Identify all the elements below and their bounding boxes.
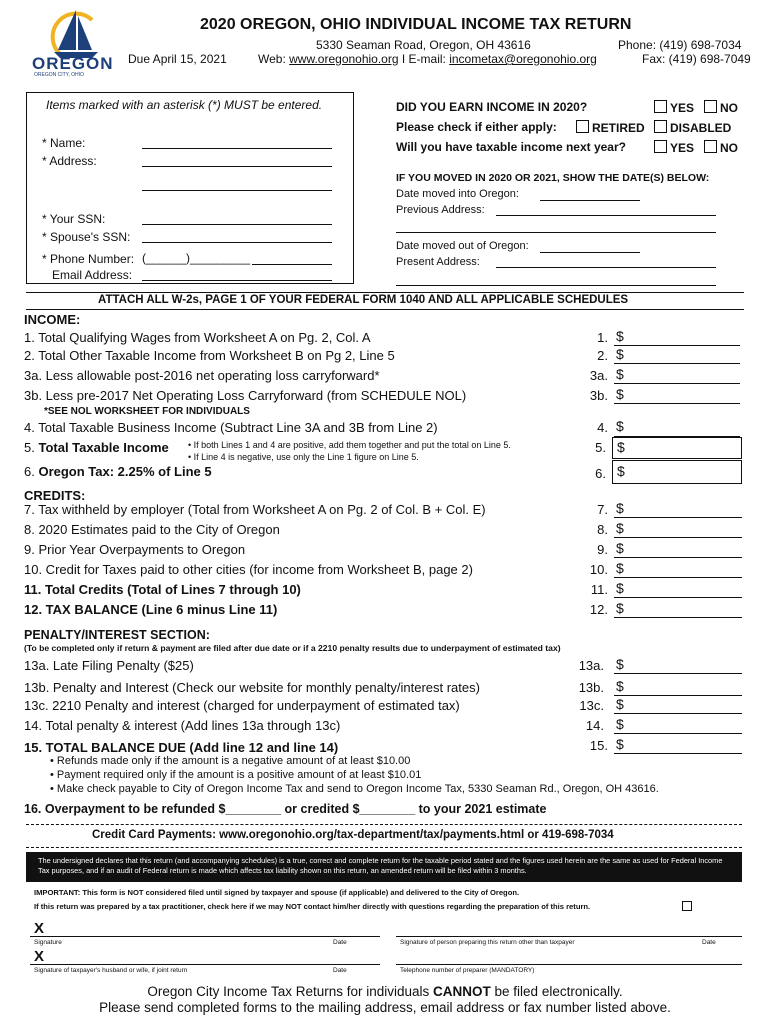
- preparer-phone-caption: Telephone number of preparer (MANDATORY): [400, 967, 535, 974]
- income-line-number: 2.: [597, 348, 608, 363]
- preparer-checkbox[interactable]: [682, 901, 692, 911]
- signature-caption: Signature: [34, 939, 62, 946]
- oregon-logo: [30, 6, 122, 78]
- email-prefix: I E-mail:: [398, 52, 450, 66]
- line6-number: 6.: [595, 466, 606, 481]
- income-line-label: 3b. Less pre-2017 Net Operating Loss Carryforward (from SCHEDULE NOL): [24, 388, 467, 403]
- footer-cannot: CANNOT: [433, 984, 491, 999]
- penalty-line-label: 14. Total penalty & interest (Add lines 13a through 13c): [24, 718, 341, 733]
- footer-pre: Oregon City Income Tax Returns for individuals: [147, 984, 434, 999]
- preparer-signature-caption: Signature of person preparing this return other than taxpayer: [400, 939, 575, 946]
- disabled-option[interactable]: [654, 120, 731, 135]
- income-line-label: 3a. Less allowable post-2016 net operating loss carryforward*: [24, 368, 380, 383]
- penalty-line-label: 13b. Penalty and Interest (Check our website for monthly penalty/interest rates): [24, 680, 480, 695]
- line4-dollar: $: [616, 418, 624, 434]
- date-caption-2: Date: [333, 967, 347, 974]
- address-field-2[interactable]: [142, 190, 332, 191]
- email-label: Email Address:: [52, 268, 133, 282]
- disabled-checkbox[interactable]: [654, 120, 667, 133]
- line6-dollar: $: [617, 463, 625, 479]
- present-address-label: Present Address:: [396, 256, 480, 268]
- credit-card-payments[interactable]: Credit Card Payments: www.oregonohio.org/tax-department/tax/payments.html or 419-698-7034: [92, 829, 614, 841]
- moved-out-field[interactable]: [540, 252, 640, 253]
- moved-into-label: Date moved into Oregon:: [396, 188, 519, 200]
- ssn-label: * Your SSN:: [42, 212, 106, 226]
- previous-address-label: Previous Address:: [396, 204, 485, 216]
- logo-tagline: OREGON CITY, OHIO: [34, 72, 84, 78]
- line5-amount[interactable]: [612, 437, 742, 459]
- next-year-yes-label: YES: [670, 141, 695, 155]
- phone-field[interactable]: (______)_________: [142, 251, 251, 265]
- important-note: IMPORTANT: This form is NOT considered filed until signed by taxpayer and spouse (if applicable) and delivered to the City of Oregon.: [34, 888, 520, 897]
- preparer-date-caption: Date: [702, 939, 716, 946]
- line6-prefix: 6.: [24, 464, 39, 479]
- line15-amount[interactable]: [614, 753, 742, 754]
- line4-label: 4. Total Taxable Business Income (Subtract Line 3A and 3B from Line 2): [24, 420, 438, 435]
- penalty-line-number: 13c.: [579, 698, 604, 713]
- payment-bullet: • Payment required only if the amount is a positive amount of at least $10.01: [50, 769, 422, 781]
- ssn-field[interactable]: [142, 224, 332, 225]
- spouse-ssn-field[interactable]: [142, 242, 332, 243]
- income-line-label: 2. Total Other Taxable Income from Worksheet B on Pg 2, Line 5: [24, 348, 395, 363]
- footer-line-2: Please send completed forms to the mailing address, email address or fax number listed above.: [99, 1000, 671, 1015]
- credit-line-dollar: $: [616, 540, 624, 556]
- penalty-line-number: 14.: [585, 718, 604, 733]
- line15-dollar: $: [616, 736, 624, 752]
- page-title: 2020 OREGON, OHIO INDIVIDUAL INCOME TAX RETURN: [200, 16, 632, 33]
- credit-line-label: 9. Prior Year Overpayments to Oregon: [24, 542, 246, 557]
- credit-line-dollar: $: [616, 580, 624, 596]
- income-line-number: 3b.: [589, 388, 608, 403]
- next-year-no-checkbox[interactable]: [704, 140, 717, 153]
- line5-title: Total Taxable Income: [38, 440, 169, 455]
- line4-number: 4.: [597, 420, 608, 435]
- penalty-note: (To be completed only if return & payment are filed after due date or if a 2210 penalty results due to underpayment of estimated tax): [24, 643, 561, 653]
- penalty-line-label: 13c. 2210 Penalty and interest (charged for underpayment of estimated tax): [24, 698, 460, 713]
- present-address-field-1[interactable]: [496, 267, 716, 268]
- next-year-no-label: NO: [720, 141, 738, 155]
- penalty-line-dollar: $: [616, 716, 624, 732]
- nol-note: *SEE NOL WORKSHEET FOR INDIVIDUALS: [44, 406, 250, 417]
- office-address: 5330 Seaman Road, Oregon, OH 43616: [316, 38, 531, 52]
- earn-no-checkbox[interactable]: [704, 100, 717, 113]
- fax-number: Fax: (419) 698-7049: [642, 52, 751, 66]
- income-heading: INCOME:: [24, 312, 81, 327]
- phone-label: * Phone Number:: [42, 252, 135, 266]
- retired-option[interactable]: [576, 120, 645, 135]
- credit-line-number: 7.: [597, 502, 608, 517]
- line5-note2: • If Line 4 is negative, use only the Line 1 figure on Line 5.: [188, 452, 419, 462]
- penalty-line-amount-field[interactable]: [614, 695, 742, 696]
- penalty-line-amount-field[interactable]: [614, 713, 742, 714]
- earn-yes-label: YES: [670, 101, 695, 115]
- check-apply-label: Please check if either apply:: [396, 120, 557, 134]
- moved-into-field[interactable]: [540, 200, 640, 201]
- email-link[interactable]: incometax@oregonohio.org: [449, 52, 597, 66]
- line5-prefix: 5.: [24, 440, 39, 455]
- name-label: * Name:: [42, 136, 86, 150]
- date-caption-1: Date: [333, 939, 347, 946]
- moved-heading: IF YOU MOVED IN 2020 OR 2021, SHOW THE DATE(S) BELOW:: [396, 172, 710, 184]
- attach-notice: ATTACH ALL W-2s, PAGE 1 OF YOUR FEDERAL FORM 1040 AND ALL APPLICABLE SCHEDULES: [98, 294, 629, 306]
- credit-line-label: 10. Credit for Taxes paid to other cities (for income from Worksheet B, page 2): [24, 562, 473, 577]
- sig-x-2: X: [34, 948, 45, 965]
- credit-line-number: 9.: [597, 542, 608, 557]
- taxpayer-signature-field[interactable]: [30, 936, 380, 937]
- refund-bullet: • Refunds made only if the amount is a negative amount of at least $10.00: [50, 755, 411, 767]
- credit-line-amount-field[interactable]: [614, 517, 742, 518]
- income-line-dollar: $: [616, 346, 624, 362]
- income-line-amount-field[interactable]: [614, 345, 740, 346]
- income-line-dollar: $: [616, 328, 624, 344]
- penalty-line-number: 13b.: [578, 680, 604, 695]
- address-field-1[interactable]: [142, 166, 332, 167]
- address-label: * Address:: [42, 154, 97, 168]
- credits-heading: CREDITS:: [24, 488, 86, 503]
- previous-address-field-1[interactable]: [496, 215, 716, 216]
- earn-yes-checkbox[interactable]: [654, 100, 667, 113]
- previous-address-field-2[interactable]: [396, 232, 716, 233]
- credit-line-amount-field[interactable]: [614, 577, 742, 578]
- web-link[interactable]: www.oregonohio.org: [289, 52, 399, 66]
- next-year-no[interactable]: [704, 140, 738, 155]
- credit-line-amount-field[interactable]: [614, 617, 742, 618]
- income-line-dollar: $: [616, 366, 624, 382]
- attach-divider-bottom: [26, 309, 744, 310]
- next-year-yes[interactable]: [654, 140, 694, 155]
- penalty-line-amount-field[interactable]: [614, 733, 742, 734]
- next-year-question: Will you have taxable income next year?: [396, 140, 626, 154]
- credit-line-label: 12. TAX BALANCE (Line 6 minus Line 11): [24, 602, 278, 617]
- line15-label: 15. TOTAL BALANCE DUE (Add line 12 and line 14): [24, 740, 339, 755]
- line6-title: Oregon Tax: 2.25% of Line 5: [38, 464, 212, 479]
- income-line-dollar: $: [616, 386, 624, 402]
- income-line-number: 1.: [597, 330, 608, 345]
- credit-line-dollar: $: [616, 560, 624, 576]
- preparer-check-text: If this return was prepared by a tax practitioner, check here if we may NOT contact him/her directly with questions regarding the preparation of this return.: [34, 902, 591, 911]
- earn-yes[interactable]: [654, 100, 694, 115]
- credit-line-label: 8. 2020 Estimates paid to the City of Oregon: [24, 522, 280, 537]
- penalty-heading: PENALTY/INTEREST SECTION:: [24, 628, 210, 642]
- footer-line-1: [0, 984, 770, 999]
- email-field[interactable]: [142, 280, 332, 281]
- line5-label: [24, 440, 169, 455]
- logo-word: OREGON: [32, 54, 114, 73]
- name-field[interactable]: [142, 148, 332, 149]
- income-line-amount-field[interactable]: [614, 363, 740, 364]
- present-address-field-2[interactable]: [396, 285, 716, 286]
- credit-line-number: 10.: [589, 562, 608, 577]
- income-line-label: 1. Total Qualifying Wages from Worksheet A on Pg. 2, Col. A: [24, 330, 371, 345]
- spouse-ssn-label: * Spouse's SSN:: [42, 230, 131, 244]
- footer-post: be filed electronically.: [490, 984, 623, 999]
- line6-label: [24, 464, 212, 479]
- line5-number: 5.: [595, 440, 606, 455]
- credit-line-amount-field[interactable]: [614, 537, 742, 538]
- line5-dollar: $: [617, 439, 625, 455]
- income-line-amount-field[interactable]: [614, 383, 740, 384]
- credit-line-dollar: $: [616, 600, 624, 616]
- credit-line-label: 7. Tax withheld by employer (Total from Worksheet A on Pg. 2 of Col. B + Col. E): [24, 502, 486, 517]
- moved-out-label: Date moved out of Oregon:: [396, 240, 529, 252]
- phone-number: Phone: (419) 698-7034: [618, 38, 742, 52]
- line15-number: 15.: [589, 738, 608, 753]
- phone-field-line: [252, 264, 332, 265]
- penalty-line-number: 13a.: [578, 658, 604, 673]
- preparer-signature-field[interactable]: [396, 936, 742, 937]
- sig-x-1: X: [34, 920, 45, 937]
- earn-question: DID YOU EARN INCOME IN 2020?: [396, 100, 588, 114]
- credit-line-number: 12.: [589, 602, 608, 617]
- penalty-line-label: 13a. Late Filing Penalty ($25): [24, 658, 194, 673]
- next-year-yes-checkbox[interactable]: [654, 140, 667, 153]
- disabled-label: DISABLED: [670, 121, 732, 135]
- attach-divider-top: [26, 292, 744, 293]
- credit-line-dollar: $: [616, 520, 624, 536]
- penalty-line-dollar: $: [616, 678, 624, 694]
- declaration-text: The undersigned declares that this return (and accompanying schedules) is a true, correct and complete return for the taxable period stated and the figures used herein are the same as used for Federal Income Tax purposes, and if an audit of Federal return is made which affects tax liability shown on this return, an amended return will be filed within 3 months.: [38, 856, 723, 875]
- spouse-signature-caption: Signature of taxpayer's husband or wife, if joint return: [34, 967, 188, 974]
- earn-no-label: NO: [720, 101, 738, 115]
- check-payable-bullet: • Make check payable to City of Oregon Income Tax and send to Oregon Income Tax, 5330 Seaman Rd., Oregon, OH 43616.: [50, 783, 659, 795]
- credit-line-number: 11.: [590, 582, 608, 597]
- earn-no[interactable]: [704, 100, 738, 115]
- credit-line-amount-field[interactable]: [614, 597, 742, 598]
- penalty-line-amount-field[interactable]: [614, 673, 742, 674]
- credit-line-label: 11. Total Credits (Total of Lines 7 through 10): [24, 582, 301, 597]
- penalty-line-dollar: $: [616, 696, 624, 712]
- retired-checkbox[interactable]: [576, 120, 589, 133]
- credit-line-amount-field[interactable]: [614, 557, 742, 558]
- line16-overpayment: 16. Overpayment to be refunded $________ or credited $________ to your 2021 estimate: [24, 802, 547, 816]
- income-line-amount-field[interactable]: [614, 403, 740, 404]
- credit-line-number: 8.: [597, 522, 608, 537]
- preparer-phone-field[interactable]: [396, 964, 742, 965]
- web-email-line: [258, 52, 597, 66]
- income-line-number: 3a.: [589, 368, 608, 383]
- spouse-signature-field[interactable]: [30, 964, 380, 965]
- retired-label: RETIRED: [592, 121, 645, 135]
- due-date: Due April 15, 2021: [128, 52, 227, 66]
- line6-amount[interactable]: [612, 460, 742, 484]
- line5-note1: • If both Lines 1 and 4 are positive, add them together and put the total on Line 5.: [188, 440, 511, 450]
- credit-line-dollar: $: [616, 500, 624, 516]
- penalty-line-dollar: $: [616, 656, 624, 672]
- asterisk-note: Items marked with an asterisk (*) MUST be entered.: [46, 98, 323, 112]
- web-prefix: Web:: [258, 52, 290, 66]
